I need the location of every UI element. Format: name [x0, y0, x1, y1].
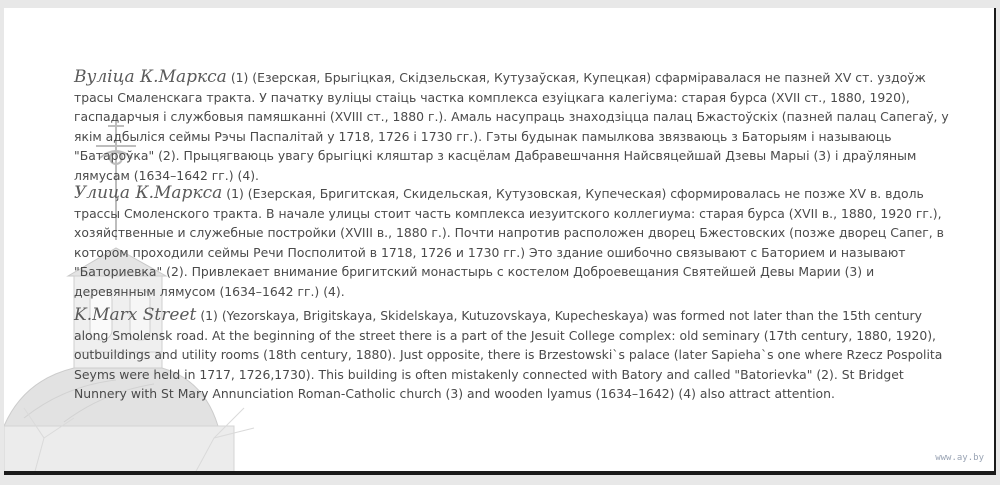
postcard-back [4, 8, 996, 475]
paragraph-body-belarusian: (1) (Езерская, Брыгіцкая, Скідзельская, Кутузаўская, Купецкая) сфарміравалася не пазней XV ст. уздоўж трасы Смаленскага тракта. У пачатку вуліцы стаіць частка комплекса езуіцкага калегіума: старая бурса (XVII ст., 1880, 1920), гаспадарчыя і службовыя памяшканні (XVIII ст., 1880 г.). Амаль насупраць знаходзіцца палац Бжастоўскіх (пазней палац Сапегаў, у якім адбыліся сеймы Рэчы Паспалітай у 1718, 1726 і 1730 гг.). Гэты будынак памылкова звязваюць з Баторыям і называюць "Батароўка" (2). Прыцягваюць увагу брыгіцкі кляштар з касцёлам Дабравешчання Найсвяцейшай Дзевы Марыі (3) і драўляным лямусам (1634–1642 гг.) (4). [74, 70, 949, 183]
paragraph-english [74, 306, 954, 404]
street-heading-english: K.Marx Street [74, 305, 197, 325]
street-heading-russian: Улица К.Маркса [74, 183, 223, 203]
street-heading-belarusian: Вуліца К.Маркса [74, 67, 227, 87]
paragraph-body-russian: (1) (Езерская, Бригитская, Скидельская, Кутузовская, Купеческая) сформировалась не позже XV в. вдоль трассы Смоленского тракта. В начале улицы стоит часть комплекса иезуитского коллегиума: старая бурса (XVII в., 1880, 1920 гг.), хозяйственные и служебные постройки (XVIII в., 1880 г.). Почти напротив расположен дворец Бжестовских (позже дворец Сапег, в котором проходили сеймы Речи Посполитой в 1718, 1726 и 1730 гг.) Это здание ошибочно связывают с Баторием и называют "Баториевка" (2). Привлекает внимание бригитский монастырь с костелом Доброевещания Святейшей Девы Марии (3) и деревянным лямусом (1634–1642 гг.) (4). [74, 186, 944, 299]
paragraph-russian [74, 184, 954, 302]
paragraph-body-english: (1) (Yezorskaya, Brigitskaya, Skidelskaya, Kutuzovskaya, Kupecheskaya) was formed not later than the 15th century along Smolensk road. At the beginning of the street there is a part of the Jesuit College complex: old seminary (17th century, 1880, 1920), outbuildings and utility rooms (18th century, 1880). Just opposite, there is Brzestowski`s palace (later Sapieha`s one where Rzecz Pospolita Seyms were held in 1717, 1726,1730). This building is often mistakenly connected with Batory and called "Batorievka" (2). St Bridget Nunnery with St Mary Annunciation Roman-Catholic church (3) and wooden lyamus (1634–1642) (4) also attract attention. [74, 308, 943, 402]
site-watermark: www.ay.by [935, 453, 984, 463]
paragraph-belarusian [74, 68, 954, 186]
